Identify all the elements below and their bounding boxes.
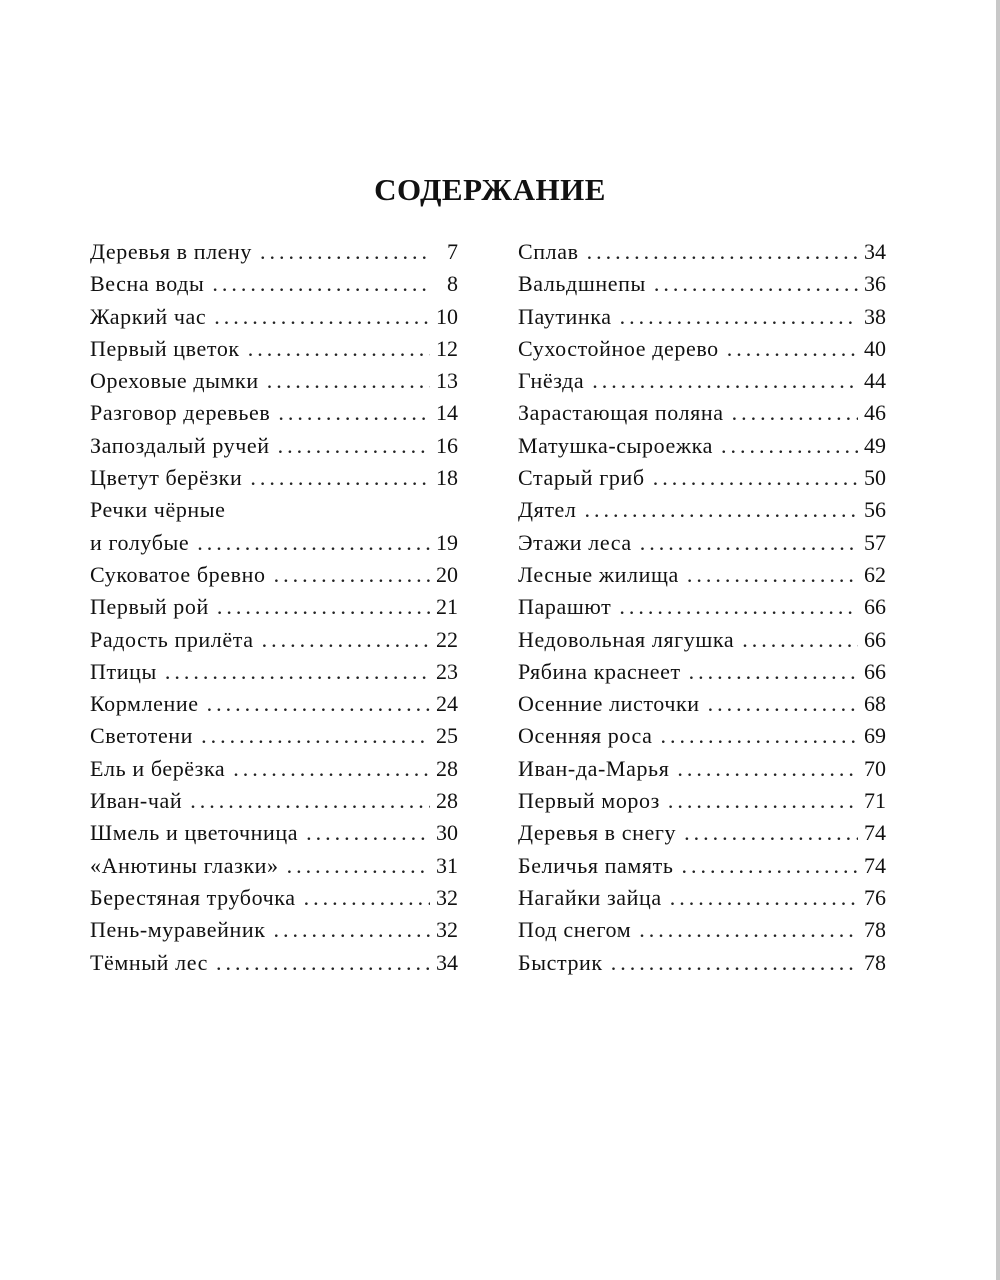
toc-entry [518,624,886,656]
toc-leader-dots [687,559,858,591]
toc-entry-title: Радость прилёта [90,626,254,652]
toc-entry [90,882,458,914]
toc-entry [90,624,458,656]
toc-entry [90,720,458,752]
toc-entry [90,268,458,300]
toc-leader-dots [197,527,430,559]
toc-entry-page: 76 [864,884,886,910]
toc-leader-dots [207,688,430,720]
toc-entry-title: Ель и берёзка [90,755,226,781]
toc-entry-page: 71 [864,788,886,814]
toc-entry [518,656,886,688]
toc-entry [518,559,886,591]
toc-entry [90,688,458,720]
toc-entry-page: 69 [864,723,886,749]
toc-entry [90,301,458,333]
toc-column-right [518,236,886,979]
toc-entry-page: 46 [864,400,886,426]
toc-entry-page: 25 [436,723,458,749]
toc-entry-page: 56 [864,497,886,523]
toc-leader-dots [212,268,430,300]
toc-entry-page: 34 [864,239,886,264]
toc-entry-page: 16 [436,432,458,458]
toc-leader-dots [653,462,858,494]
toc-entry [90,850,458,882]
toc-leader-dots [620,301,858,333]
toc-entry [90,947,458,979]
toc-entry-page: 62 [864,561,886,587]
toc-entry-title: Первый мороз [518,788,660,814]
page-edge-shadow [996,0,1000,1280]
toc-entry-title: Под снегом [518,917,632,943]
toc-entry [518,494,886,526]
toc-leader-dots [233,753,430,785]
toc-entry-page: 40 [864,335,886,361]
toc-entry-page: 49 [864,432,886,458]
toc-leader-dots [639,914,858,946]
toc-entry-title: Быстрик [518,949,603,975]
toc-leader-dots [267,365,430,397]
toc-entry-page: 14 [436,400,458,426]
toc-entry-title: Первый цветок [90,335,240,361]
toc-entry [518,462,886,494]
toc-leader-dots [640,527,858,559]
toc-leader-dots [190,785,430,817]
toc-entry-title: Матушка-сыроежка [518,432,713,458]
toc-entry-page: 74 [864,820,886,846]
toc-entry-title: Цветут берёзки [90,465,243,491]
toc-entry [90,591,458,623]
toc-entry-title: Зарастающая поляна [518,400,724,426]
toc-column-left [90,236,458,979]
toc-entry-title: Дятел [518,497,577,523]
toc-entry-title: Иван-да-Марья [518,755,670,781]
toc-entry [518,397,886,429]
toc-leader-dots [262,624,430,656]
toc-entry [90,656,458,688]
toc-entry-page: 66 [864,658,886,684]
toc-leader-dots [287,850,430,882]
toc-entry-title: «Анютины глазки» [90,852,279,878]
toc-leader-dots [306,817,430,849]
toc-entry-title: Весна воды [90,271,205,297]
toc-entry-page: 68 [864,691,886,717]
toc-entry-page: 28 [436,755,458,781]
toc-leader-dots [611,947,858,979]
toc-entry-title-line1: Речки чёрные [90,497,226,523]
toc-leader-dots [214,301,430,333]
toc-entry-page: 38 [864,303,886,329]
toc-entry [90,559,458,591]
toc-leader-dots [682,850,859,882]
toc-entry [518,720,886,752]
toc-entry-title: Первый рой [90,594,209,620]
toc-entry-title: Паутинка [518,303,612,329]
toc-entry [518,753,886,785]
toc-entry [90,365,458,397]
toc-entry [518,817,886,849]
toc-entry [90,753,458,785]
toc-entry-title: Деревья в плену [90,239,253,264]
toc-leader-dots [250,462,430,494]
toc-leader-dots [587,236,858,268]
toc-leader-dots [727,333,858,365]
toc-entry-page: 28 [436,788,458,814]
toc-leader-dots [732,397,858,429]
toc-entry-page: 57 [864,529,886,555]
toc-leader-dots [278,397,430,429]
toc-entry-page: 10 [436,303,458,329]
toc-entry [518,301,886,333]
toc-leader-dots [165,656,430,688]
toc-entry [90,462,458,494]
toc-entry-page: 8 [447,271,458,297]
toc-entry [518,236,886,268]
toc-leader-dots [742,624,858,656]
toc-leader-dots [304,882,430,914]
toc-entry-title: Шмель и цветочница [90,820,299,846]
toc-entry-title: Беличья память [518,852,674,878]
toc-leader-dots [260,236,430,268]
toc-leader-dots [619,591,858,623]
toc-entry-page: 24 [436,691,458,717]
toc-entry [518,268,886,300]
toc-entry-page: 30 [436,820,458,846]
toc-entry-page: 36 [864,271,886,297]
toc-entry-page: 74 [864,852,886,878]
toc-entry [518,688,886,720]
toc-entry [518,785,886,817]
toc-entry-title: Суковатое бревно [90,561,266,587]
toc-entry-page: 23 [436,658,458,684]
toc-leader-dots [278,430,430,462]
toc-entry-title: Ореховые дымки [90,368,259,394]
toc-entry-title: Этажи леса [518,529,632,555]
toc-leader-dots [216,947,430,979]
toc-entry [90,430,458,462]
toc-entry-title: Рябина краснеет [518,658,681,684]
toc-entry-title: Иван-чай [90,788,183,814]
toc-entry-title: Вальдшнепы [518,271,646,297]
toc-entry [518,591,886,623]
toc-entry-title: Берестяная трубочка [90,884,296,910]
toc-entry-page: 44 [864,368,886,394]
toc-entry-title: Осенние листочки [518,691,700,717]
toc-entry-page: 32 [436,884,458,910]
toc-entry [518,527,886,559]
toc-entry [518,947,886,979]
toc-entry-page: 13 [436,368,458,394]
toc-entry-title: Птицы [90,658,157,684]
toc-entry-title: Светотени [90,723,194,749]
toc-entry-page: 19 [436,529,458,555]
toc-entry-page: 34 [436,949,458,975]
toc-entry [518,882,886,914]
toc-entry-title: Гнёзда [518,368,585,394]
toc-entry-title: Лесные жилища [518,561,679,587]
toc-entry-page: 66 [864,594,886,620]
toc-leader-dots [217,591,430,623]
toc-entry [90,914,458,946]
toc-entry-title: Деревья в снегу [518,820,677,846]
toc-entry-page: 50 [864,465,886,491]
toc-entry-title: Кормление [90,691,199,717]
toc-leader-dots [721,430,858,462]
toc-entry-page: 66 [864,626,886,652]
toc-leader-dots [274,559,430,591]
toc-entry-page: 31 [436,852,458,878]
toc-entry [518,850,886,882]
toc-entry-page: 78 [864,917,886,943]
toc-entry-page: 18 [436,465,458,491]
toc-entry [518,430,886,462]
toc-entry-title: Запоздалый ручей [90,432,270,458]
toc-leader-dots [668,785,858,817]
toc-leader-dots [592,365,858,397]
toc-entry-title: Тёмный лес [90,949,209,975]
toc-entry-title: Старый гриб [518,465,645,491]
toc-leader-dots [661,720,858,752]
toc-leader-dots [201,720,430,752]
toc-entry-title: Парашют [518,594,612,620]
toc-entry-title: Сухостойное дерево [518,335,719,361]
toc-entry-page: 20 [436,561,458,587]
toc-leader-dots [248,333,430,365]
toc-leader-dots [584,494,858,526]
toc-entry-title: Пень-муравейник [90,917,266,943]
toc-leader-dots [670,882,858,914]
toc-entry-title: Осенняя роса [518,723,653,749]
toc-entry [90,785,458,817]
page-title: СОДЕРЖАНИЕ [374,172,606,207]
toc-entry [518,914,886,946]
toc-leader-dots [708,688,858,720]
toc-entry [90,527,458,559]
toc-entry-title: Жаркий час [90,303,207,329]
toc-entry [90,236,458,268]
toc-entry-page: 22 [436,626,458,652]
toc-leader-dots [689,656,858,688]
toc-entry-page: 70 [864,755,886,781]
toc-entry-title: Сплав [518,239,579,264]
toc-entry-page: 78 [864,949,886,975]
toc-entry-page: 21 [436,594,458,620]
toc-entry [518,365,886,397]
toc-entry [90,397,458,429]
toc-entry-title: Разговор деревьев [90,400,271,426]
toc-leader-dots [274,914,430,946]
toc-leader-dots [654,268,858,300]
toc-entry [90,817,458,849]
toc-entry-title-line2: и голубые [90,529,190,555]
toc-entry-title: Нагайки зайца [518,884,662,910]
toc-entry-page: 32 [436,917,458,943]
toc-entry-title: Недовольная лягушка [518,626,735,652]
toc-leader-dots [677,753,858,785]
toc-entry-page: 7 [447,239,458,264]
toc-leader-dots [684,817,858,849]
toc-entry-page: 12 [436,335,458,361]
toc-entry [90,333,458,365]
toc-entry [518,333,886,365]
